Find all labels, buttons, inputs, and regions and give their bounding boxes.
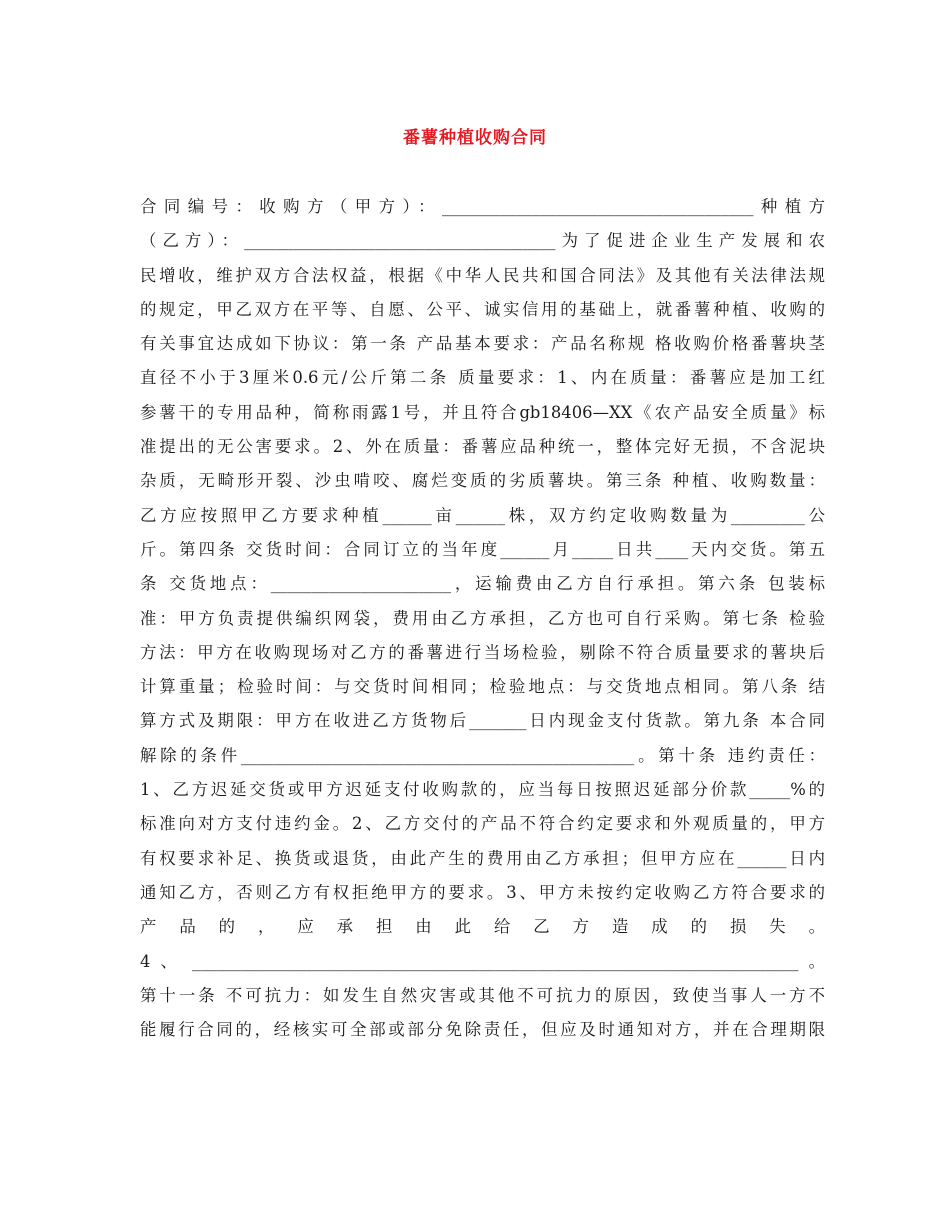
- body-line: 准提出的无公害要求。2、外在质量：番薯应品种统一，整体完好无损，不含泥块: [140, 437, 825, 457]
- body-line: 合同编号：收购方（甲方）：______________________________________种植方: [140, 197, 825, 216]
- body-line: 1、乙方迟延交货或甲方迟延支付收购款的，应当每日按照迟延部分价款_____%的: [140, 780, 825, 800]
- body-line: 通知乙方，否则乙方有权拒绝甲方的要求。3、甲方未按约定收购乙方符合要求的: [140, 882, 825, 902]
- body-line: 有权要求补足、换货或退货，由此产生的费用由乙方承担；但甲方应在______日内: [140, 848, 825, 868]
- contract-body: [140, 190, 825, 1047]
- document-title: 番薯种植收购合同: [403, 128, 547, 148]
- body-line: 产 品 的 ， 应 承 担 由 此 给 乙 方 造 成 的 损 失 。: [140, 917, 825, 937]
- body-line: 的规定，甲乙双方在平等、自愿、公平、诚实信用的基础上，就番薯种植、收购的: [140, 299, 825, 319]
- body-line: 参薯干的专用品种，简称雨露1号，并且符合gb18406—XX《农产品安全质量》标: [140, 402, 825, 422]
- body-line: 民增收，维护双方合法权益，根据《中华人民共和国合同法》及其他有关法律法规: [140, 265, 825, 285]
- body-line: 计算重量；检验时间：与交货时间相同；检验地点：与交货地点相同。第八条 结: [140, 677, 825, 697]
- body-line: 杂质，无畸形开裂、沙虫啃咬、腐烂变质的劣质薯块。第三条 种植、收购数量：: [140, 471, 825, 491]
- body-line: 直径不小于3厘米0.6元/公斤第二条 质量要求：1、内在质量：番薯应是加工红: [140, 368, 825, 388]
- body-line: 能履行合同的，经核实可全部或部分免除责任，但应及时通知对方，并在合理期限: [140, 1020, 825, 1040]
- body-line: 斤。第四条 交货时间：合同订立的当年度______月_____日共____天内交货。第五: [140, 539, 825, 559]
- body-line: 解除的条件________________________________________________。第十条 违约责任：: [140, 745, 825, 765]
- body-line: 标准向对方支付违约金。2、乙方交付的产品不符合约定要求和外观质量的，甲方: [140, 814, 825, 834]
- body-line: （乙方）：______________________________________为了促进企业生产发展和农: [140, 231, 825, 251]
- body-line: 4 、 __________________________________________________________________________ 。: [140, 951, 825, 971]
- body-line: 有关事宜达成如下协议：第一条 产品基本要求：产品名称规 格收购价格番薯块茎: [140, 334, 825, 354]
- body-line: 乙方应按照甲乙方要求种植______亩______株，双方约定收购数量为_________公: [140, 505, 825, 525]
- body-line: 第十一条 不可抗力：如发生自然灾害或其他不可抗力的原因，致使当事人一方不: [140, 985, 825, 1005]
- body-line: 方法：甲方在收购现场对乙方的番薯进行当场检验，剔除不符合质量要求的薯块后: [140, 642, 825, 662]
- body-line: 算方式及期限：甲方在收进乙方货物后_______日内现金支付货款。第九条 本合同: [140, 711, 825, 731]
- body-line: 条 交货地点：______________________，运输费由乙方自行承担。第六条 包装标: [140, 574, 825, 594]
- body-line: 准：甲方负责提供编织网袋，费用由乙方承担，乙方也可自行采购。第七条 检验: [140, 608, 825, 628]
